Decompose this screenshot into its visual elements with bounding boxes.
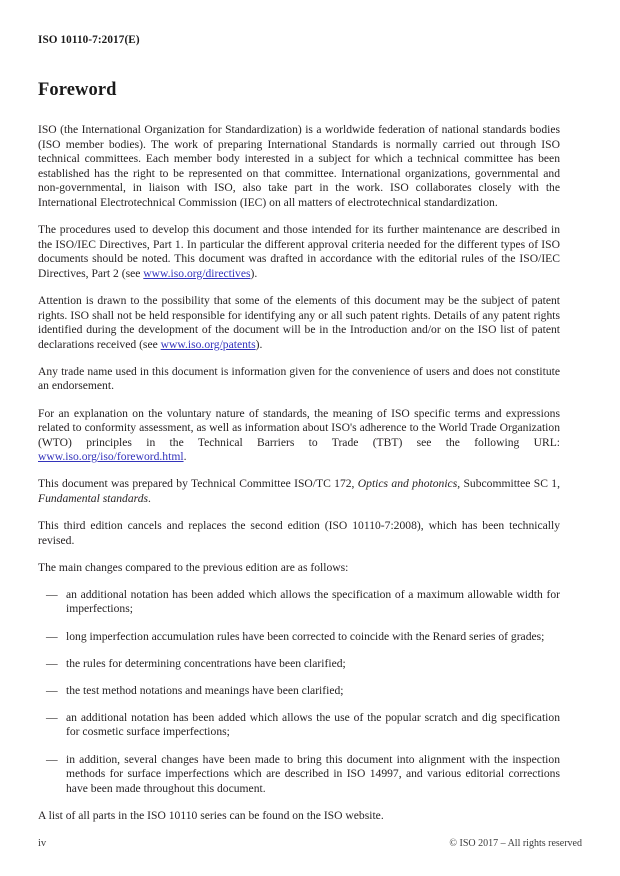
paragraph-voluntary-text-after: . <box>183 450 187 464</box>
dash-marker-icon: — <box>46 752 58 766</box>
copyright-notice: © ISO 2017 – All rights reserved <box>449 838 582 849</box>
running-head: ISO 10110-7:2017(E) <box>38 34 140 46</box>
dash-marker-icon: — <box>46 587 58 601</box>
list-item <box>38 684 560 699</box>
page-footer <box>38 838 582 849</box>
paragraph-voluntary-text-before: For an explanation on the voluntary nature of standards, the meaning of ISO specific terms and expressions related to conformity assessment, as well as information about ISO's adherence to the World Trade Organization (WTO) principles in the Technical Barriers to Trade (TBT) see the following URL: <box>38 406 560 449</box>
paragraph-list-of-parts: A list of all parts in the ISO 10110 series can be found on the ISO website. <box>38 808 384 822</box>
paragraph-main-changes-intro: The main changes compared to the previous edition are as follows: <box>38 560 349 574</box>
link-iso-foreword[interactable]: www.iso.org/iso/foreword.html <box>38 450 184 464</box>
list-item-text: long imperfection accumulation rules have been corrected to coincide with the Renard series of grades; <box>66 629 545 643</box>
paragraph-procedures-text-before: The procedures used to develop this document and those intended for its further maintenance are described in the ISO/IEC Directives, Part 1. In particular the different approval criteria needed for the different types of ISO documents should be noted. This document was drafted in accordance with the editorial rules of the ISO/IEC Directives, Part 2 (see <box>38 223 560 280</box>
dash-marker-icon: — <box>46 710 58 724</box>
paragraph-patent-rights <box>38 294 560 352</box>
dash-marker-icon: — <box>46 683 58 697</box>
link-iso-directives[interactable]: www.iso.org/directives <box>143 266 251 280</box>
list-item-text: the rules for determining concentrations have been clarified; <box>66 656 346 670</box>
list-item <box>38 657 560 672</box>
paragraph-procedures <box>38 223 560 281</box>
paragraph-third-edition: This third edition cancels and replaces the second edition (ISO 10110-7:2008), which has been technically revised. <box>38 519 560 547</box>
paragraph-patent-text-after: ). <box>255 337 263 351</box>
committee-title-fundamental: Fundamental standards <box>38 491 149 505</box>
list-item-text: in addition, several changes have been made to bring this document into alignment with the inspection methods for surface imperfections which are described in ISO 14997, and various editorial corrections have been made throughout this document. <box>66 752 560 795</box>
list-item <box>38 630 560 645</box>
committee-title-optics: Optics and photonics <box>357 477 458 491</box>
dash-marker-icon: — <box>46 629 58 643</box>
list-item-text: an additional notation has been added which allows the specification of a maximum allowable width for imperfections; <box>66 587 560 616</box>
committee-text-3: . <box>148 491 151 505</box>
list-item-text: the test method notations and meanings have been clarified; <box>66 683 344 697</box>
paragraph-procedures-text-after: ). <box>250 266 258 280</box>
committee-text-2: , Subcommittee SC 1, <box>457 477 560 491</box>
list-item-text: an additional notation has been added which allows the use of the popular scratch and dig specification for cosmetic surface imperfections; <box>66 710 560 739</box>
page-number: iv <box>38 838 47 849</box>
committee-text-1: This document was prepared by Technical Committee ISO/TC 172, <box>38 477 358 491</box>
paragraph-committee <box>38 477 560 506</box>
list-item <box>38 588 560 617</box>
list-item <box>38 753 560 797</box>
paragraph-voluntary-nature <box>38 407 560 465</box>
changes-list <box>38 588 560 796</box>
paragraph-iso-description: ISO (the International Organization for Standardization) is a worldwide federation of national standards bodies (ISO member bodies). The work of preparing International Standards is normally carried out through ISO technical committees. Each member body interested in a subject for which a technical committee has been established has the right to be represented on that committee. International organizations, governmental and non-governmental, in liaison with ISO, also take part in the work. ISO collaborates closely with the International Electrotechnical Commission (IEC) on all matters of electrotechnical standardization. <box>38 123 560 209</box>
link-iso-patents[interactable]: www.iso.org/patents <box>160 337 256 351</box>
page-content <box>38 80 560 823</box>
paragraph-patent-text-before: Attention is drawn to the possibility that some of the elements of this document may be the subject of patent rights. ISO shall not be held responsible for identifying any or all such patent rights. Details of any patent rights identified during the development of the document will be in the Introduction and/or on the ISO list of patent declarations received (see <box>38 293 560 351</box>
page-title: Foreword <box>38 80 117 100</box>
dash-marker-icon: — <box>46 656 58 670</box>
list-item <box>38 711 560 740</box>
paragraph-trade-name: Any trade name used in this document is information given for the convenience of users and does not constitute an endorsement. <box>38 364 560 393</box>
